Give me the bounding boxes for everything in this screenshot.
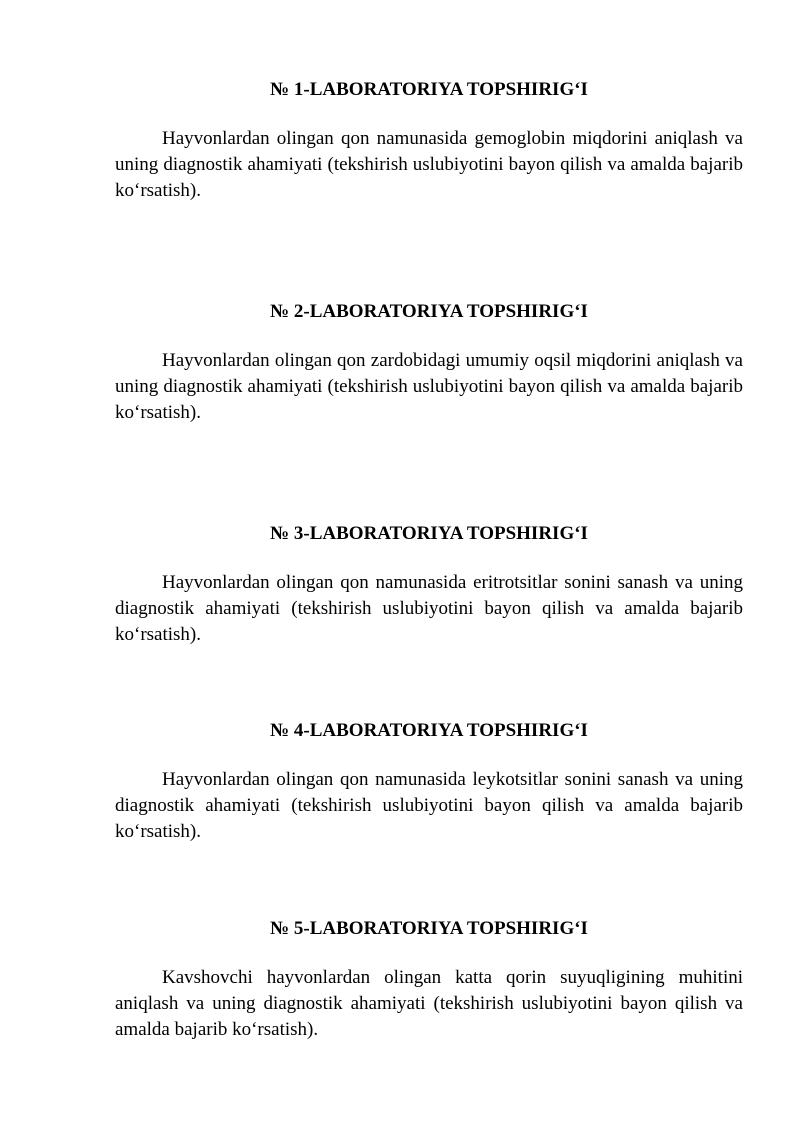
lab-task-text: Hayvonlardan olingan qon namunasida gemoglobin miqdorini aniqlash va uning diagnostik ahamiyati (tekshirish uslubiyotini bayon qilish va amalda bajarib ko‘rsatish). — [115, 128, 743, 201]
lab-task-1 — [115, 78, 743, 204]
lab-task-title: № 3-LABORATORIYA TOPSHIRIG‘I — [270, 523, 588, 544]
lab-task-4 — [115, 719, 743, 845]
lab-task-text: Hayvonlardan olingan qon namunasida eritrotsitlar sonini sanash va uning diagnostik ahamiyati (tekshirish uslubiyotini bayon qilish va amalda bajarib ko‘rsatish). — [115, 572, 743, 645]
lab-task-5 — [115, 917, 743, 1043]
lab-task-title: № 1-LABORATORIYA TOPSHIRIG‘I — [270, 79, 588, 100]
lab-task-3 — [115, 522, 743, 648]
lab-task-text: Hayvonlardan olingan qon namunasida leykotsitlar sonini sanash va uning diagnostik ahamiyati (tekshirish uslubiyotini bayon qilish va amalda bajarib ko‘rsatish). — [115, 769, 743, 842]
lab-task-title: № 5-LABORATORIYA TOPSHIRIG‘I — [270, 918, 588, 939]
lab-task-2 — [115, 300, 743, 426]
lab-task-text: Hayvonlardan olingan qon zardobidagi umumiy oqsil miqdorini aniqlash va uning diagnostik ahamiyati (tekshirish uslubiyotini bayon qilish va amalda bajarib ko‘rsatish). — [115, 350, 743, 423]
lab-task-text: Kavshovchi hayvonlardan olingan katta qorin suyuqligining muhitini aniqlash va uning diagnostik ahamiyati (tekshirish uslubiyotini bayon qilish va amalda bajarib ko‘rsatish). — [115, 967, 743, 1040]
lab-task-title: № 4-LABORATORIYA TOPSHIRIG‘I — [270, 720, 588, 741]
lab-task-title: № 2-LABORATORIYA TOPSHIRIG‘I — [270, 301, 588, 322]
